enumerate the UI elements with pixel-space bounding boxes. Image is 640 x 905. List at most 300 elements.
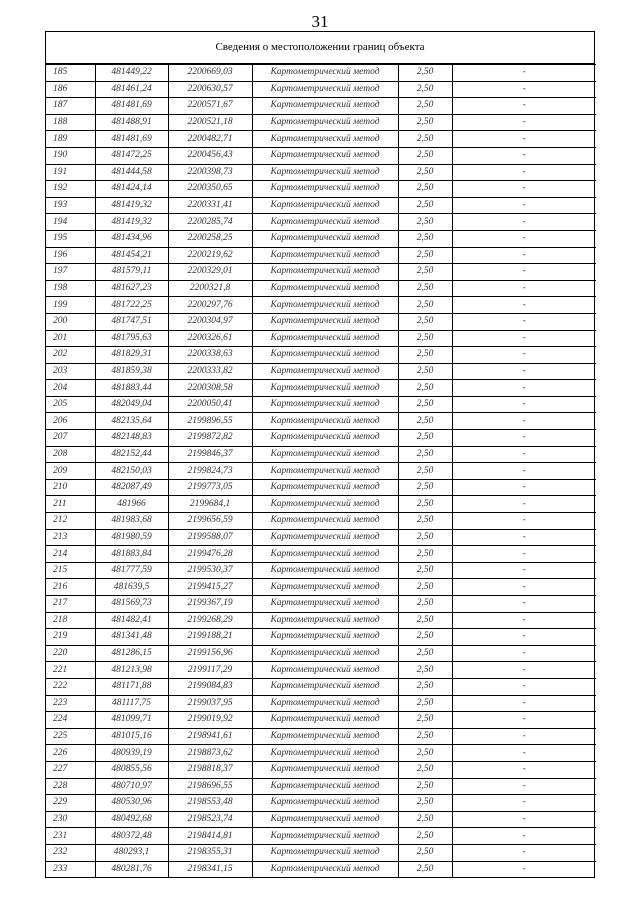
y-coordinate-cell: 2200571,67: [168, 98, 252, 115]
description-cell: -: [452, 844, 596, 861]
accuracy-cell: 2,50: [398, 546, 452, 563]
accuracy-cell: 2,50: [398, 745, 452, 762]
method-cell: Картометрический метод: [252, 728, 398, 745]
description-cell: -: [452, 430, 596, 447]
accuracy-cell: 2,50: [398, 297, 452, 314]
accuracy-cell: 2,50: [398, 579, 452, 596]
y-coordinate-cell: 2200304,97: [168, 313, 252, 330]
method-cell: Картометрический метод: [252, 114, 398, 131]
accuracy-cell: 2,50: [398, 214, 452, 231]
x-coordinate-cell: 481419,32: [95, 214, 168, 231]
description-cell: -: [452, 396, 596, 413]
table-row: [46, 662, 596, 679]
x-coordinate-cell: 482049,04: [95, 396, 168, 413]
point-number-cell: 189: [46, 131, 95, 148]
y-coordinate-cell: 2198355,31: [168, 844, 252, 861]
x-coordinate-cell: 482150,03: [95, 463, 168, 480]
description-cell: -: [452, 629, 596, 646]
accuracy-cell: 2,50: [398, 596, 452, 613]
point-number-cell: 232: [46, 844, 95, 861]
description-cell: -: [452, 778, 596, 795]
x-coordinate-cell: 481488,91: [95, 114, 168, 131]
x-coordinate-cell: 481449,22: [95, 65, 168, 82]
description-cell: -: [452, 712, 596, 729]
method-cell: Картометрический метод: [252, 761, 398, 778]
method-cell: Картометрический метод: [252, 579, 398, 596]
accuracy-cell: 2,50: [398, 131, 452, 148]
point-number-cell: 205: [46, 396, 95, 413]
method-cell: Картометрический метод: [252, 380, 398, 397]
method-cell: Картометрический метод: [252, 181, 398, 198]
method-cell: Картометрический метод: [252, 513, 398, 530]
description-cell: -: [452, 745, 596, 762]
point-number-cell: 218: [46, 612, 95, 629]
y-coordinate-cell: 2200321,8: [168, 280, 252, 297]
accuracy-cell: 2,50: [398, 463, 452, 480]
point-number-cell: 194: [46, 214, 95, 231]
accuracy-cell: 2,50: [398, 645, 452, 662]
point-number-cell: 216: [46, 579, 95, 596]
method-cell: Картометрический метод: [252, 612, 398, 629]
accuracy-cell: 2,50: [398, 164, 452, 181]
coordinates-table-body: [46, 65, 596, 878]
description-cell: -: [452, 247, 596, 264]
point-number-cell: 230: [46, 811, 95, 828]
method-cell: Картометрический метод: [252, 844, 398, 861]
method-cell: Картометрический метод: [252, 98, 398, 115]
table-row: [46, 413, 596, 430]
x-coordinate-cell: 481444,58: [95, 164, 168, 181]
x-coordinate-cell: 480281,76: [95, 861, 168, 877]
x-coordinate-cell: 480855,56: [95, 761, 168, 778]
table-row: [46, 230, 596, 247]
method-cell: Картометрический метод: [252, 197, 398, 214]
table-row: [46, 579, 596, 596]
x-coordinate-cell: 482087,49: [95, 479, 168, 496]
accuracy-cell: 2,50: [398, 147, 452, 164]
point-number-cell: 210: [46, 479, 95, 496]
y-coordinate-cell: 2200326,61: [168, 330, 252, 347]
description-cell: -: [452, 446, 596, 463]
x-coordinate-cell: 482148,83: [95, 430, 168, 447]
x-coordinate-cell: 480939,19: [95, 745, 168, 762]
y-coordinate-cell: 2199824,73: [168, 463, 252, 480]
method-cell: Картометрический метод: [252, 230, 398, 247]
y-coordinate-cell: 2200482,71: [168, 131, 252, 148]
y-coordinate-cell: 2198523,74: [168, 811, 252, 828]
table-row: [46, 712, 596, 729]
method-cell: Картометрический метод: [252, 297, 398, 314]
table-row: [46, 728, 596, 745]
accuracy-cell: 2,50: [398, 430, 452, 447]
description-cell: -: [452, 562, 596, 579]
point-number-cell: 185: [46, 65, 95, 82]
y-coordinate-cell: 2200456,43: [168, 147, 252, 164]
table-row: [46, 529, 596, 546]
table-row: [46, 363, 596, 380]
table-row: [46, 745, 596, 762]
table-row: [46, 446, 596, 463]
y-coordinate-cell: 2199084,83: [168, 678, 252, 695]
method-cell: Картометрический метод: [252, 313, 398, 330]
boundary-table-container: [45, 31, 595, 878]
method-cell: Картометрический метод: [252, 430, 398, 447]
accuracy-cell: 2,50: [398, 761, 452, 778]
y-coordinate-cell: 2200297,76: [168, 297, 252, 314]
y-coordinate-cell: 2199037,95: [168, 695, 252, 712]
y-coordinate-cell: 2199415,27: [168, 579, 252, 596]
x-coordinate-cell: 481171,88: [95, 678, 168, 695]
point-number-cell: 187: [46, 98, 95, 115]
y-coordinate-cell: 2199872,82: [168, 430, 252, 447]
method-cell: Картометрический метод: [252, 662, 398, 679]
x-coordinate-cell: 481639,5: [95, 579, 168, 596]
y-coordinate-cell: 2198553,48: [168, 795, 252, 812]
y-coordinate-cell: 2199773,05: [168, 479, 252, 496]
x-coordinate-cell: 481117,75: [95, 695, 168, 712]
point-number-cell: 196: [46, 247, 95, 264]
point-number-cell: 224: [46, 712, 95, 729]
method-cell: Картометрический метод: [252, 147, 398, 164]
coordinates-table: [46, 64, 596, 877]
y-coordinate-cell: 2199476,28: [168, 546, 252, 563]
table-row: [46, 645, 596, 662]
method-cell: Картометрический метод: [252, 347, 398, 364]
description-cell: -: [452, 230, 596, 247]
y-coordinate-cell: 2199156,96: [168, 645, 252, 662]
description-cell: -: [452, 330, 596, 347]
table-row: [46, 181, 596, 198]
method-cell: Картометрический метод: [252, 562, 398, 579]
description-cell: -: [452, 297, 596, 314]
x-coordinate-cell: 480710,97: [95, 778, 168, 795]
description-cell: -: [452, 131, 596, 148]
description-cell: -: [452, 181, 596, 198]
method-cell: Картометрический метод: [252, 546, 398, 563]
accuracy-cell: 2,50: [398, 98, 452, 115]
table-row: [46, 861, 596, 877]
point-number-cell: 190: [46, 147, 95, 164]
table-row: [46, 147, 596, 164]
description-cell: -: [452, 546, 596, 563]
point-number-cell: 193: [46, 197, 95, 214]
description-cell: -: [452, 612, 596, 629]
y-coordinate-cell: 2200219,62: [168, 247, 252, 264]
description-cell: -: [452, 811, 596, 828]
accuracy-cell: 2,50: [398, 230, 452, 247]
method-cell: Картометрический метод: [252, 778, 398, 795]
point-number-cell: 188: [46, 114, 95, 131]
table-row: [46, 280, 596, 297]
y-coordinate-cell: 2199019,92: [168, 712, 252, 729]
y-coordinate-cell: 2198341,15: [168, 861, 252, 877]
y-coordinate-cell: 2199367,19: [168, 596, 252, 613]
x-coordinate-cell: 481472,25: [95, 147, 168, 164]
method-cell: Картометрический метод: [252, 330, 398, 347]
y-coordinate-cell: 2200338,63: [168, 347, 252, 364]
x-coordinate-cell: 480492,68: [95, 811, 168, 828]
accuracy-cell: 2,50: [398, 313, 452, 330]
y-coordinate-cell: 2199117,29: [168, 662, 252, 679]
accuracy-cell: 2,50: [398, 828, 452, 845]
x-coordinate-cell: 481859,38: [95, 363, 168, 380]
point-number-cell: 213: [46, 529, 95, 546]
table-row: [46, 396, 596, 413]
table-row: [46, 629, 596, 646]
y-coordinate-cell: 2198818,37: [168, 761, 252, 778]
x-coordinate-cell: 481213,98: [95, 662, 168, 679]
description-cell: -: [452, 645, 596, 662]
x-coordinate-cell: 481579,11: [95, 264, 168, 281]
point-number-cell: 233: [46, 861, 95, 877]
y-coordinate-cell: 2200308,58: [168, 380, 252, 397]
point-number-cell: 192: [46, 181, 95, 198]
method-cell: Картометрический метод: [252, 81, 398, 98]
y-coordinate-cell: 2199530,37: [168, 562, 252, 579]
accuracy-cell: 2,50: [398, 712, 452, 729]
description-cell: -: [452, 861, 596, 877]
description-cell: -: [452, 164, 596, 181]
y-coordinate-cell: 2200329,01: [168, 264, 252, 281]
point-number-cell: 201: [46, 330, 95, 347]
point-number-cell: 191: [46, 164, 95, 181]
x-coordinate-cell: 480293,1: [95, 844, 168, 861]
y-coordinate-cell: 2199896,55: [168, 413, 252, 430]
method-cell: Картометрический метод: [252, 65, 398, 82]
description-cell: -: [452, 98, 596, 115]
accuracy-cell: 2,50: [398, 695, 452, 712]
table-row: [46, 313, 596, 330]
x-coordinate-cell: 481286,15: [95, 645, 168, 662]
table-row: [46, 795, 596, 812]
table-row: [46, 131, 596, 148]
accuracy-cell: 2,50: [398, 380, 452, 397]
accuracy-cell: 2,50: [398, 861, 452, 877]
x-coordinate-cell: 481482,41: [95, 612, 168, 629]
table-row: [46, 778, 596, 795]
accuracy-cell: 2,50: [398, 396, 452, 413]
description-cell: -: [452, 828, 596, 845]
description-cell: -: [452, 81, 596, 98]
table-row: [46, 562, 596, 579]
method-cell: Картометрический метод: [252, 712, 398, 729]
y-coordinate-cell: 2198941,61: [168, 728, 252, 745]
table-row: [46, 546, 596, 563]
y-coordinate-cell: 2200350,65: [168, 181, 252, 198]
description-cell: -: [452, 114, 596, 131]
table-title: Сведения о местоположении границ объекта: [46, 32, 594, 64]
method-cell: Картометрический метод: [252, 214, 398, 231]
description-cell: -: [452, 214, 596, 231]
y-coordinate-cell: 2200669,03: [168, 65, 252, 82]
y-coordinate-cell: 2199588,07: [168, 529, 252, 546]
point-number-cell: 227: [46, 761, 95, 778]
x-coordinate-cell: 481883,84: [95, 546, 168, 563]
table-row: [46, 330, 596, 347]
point-number-cell: 214: [46, 546, 95, 563]
point-number-cell: 198: [46, 280, 95, 297]
method-cell: Картометрический метод: [252, 164, 398, 181]
description-cell: -: [452, 529, 596, 546]
point-number-cell: 226: [46, 745, 95, 762]
table-row: [46, 695, 596, 712]
x-coordinate-cell: 482152,44: [95, 446, 168, 463]
x-coordinate-cell: 481454,21: [95, 247, 168, 264]
y-coordinate-cell: 2199656,59: [168, 513, 252, 530]
method-cell: Картометрический метод: [252, 479, 398, 496]
description-cell: -: [452, 264, 596, 281]
x-coordinate-cell: 481980,59: [95, 529, 168, 546]
table-row: [46, 164, 596, 181]
table-row: [46, 197, 596, 214]
point-number-cell: 228: [46, 778, 95, 795]
y-coordinate-cell: 2200398,73: [168, 164, 252, 181]
description-cell: -: [452, 463, 596, 480]
point-number-cell: 222: [46, 678, 95, 695]
x-coordinate-cell: 481722,25: [95, 297, 168, 314]
y-coordinate-cell: 2199268,29: [168, 612, 252, 629]
accuracy-cell: 2,50: [398, 728, 452, 745]
x-coordinate-cell: 481419,32: [95, 197, 168, 214]
accuracy-cell: 2,50: [398, 363, 452, 380]
y-coordinate-cell: 2200258,25: [168, 230, 252, 247]
point-number-cell: 212: [46, 513, 95, 530]
accuracy-cell: 2,50: [398, 662, 452, 679]
accuracy-cell: 2,50: [398, 114, 452, 131]
point-number-cell: 225: [46, 728, 95, 745]
method-cell: Картометрический метод: [252, 695, 398, 712]
table-row: [46, 380, 596, 397]
accuracy-cell: 2,50: [398, 347, 452, 364]
description-cell: -: [452, 579, 596, 596]
x-coordinate-cell: 481424,14: [95, 181, 168, 198]
accuracy-cell: 2,50: [398, 247, 452, 264]
accuracy-cell: 2,50: [398, 612, 452, 629]
x-coordinate-cell: 482135,64: [95, 413, 168, 430]
table-row: [46, 761, 596, 778]
method-cell: Картометрический метод: [252, 861, 398, 877]
description-cell: -: [452, 496, 596, 513]
x-coordinate-cell: 481777,59: [95, 562, 168, 579]
table-row: [46, 844, 596, 861]
point-number-cell: 215: [46, 562, 95, 579]
x-coordinate-cell: 481966: [95, 496, 168, 513]
description-cell: -: [452, 662, 596, 679]
method-cell: Картометрический метод: [252, 131, 398, 148]
table-row: [46, 513, 596, 530]
point-number-cell: 206: [46, 413, 95, 430]
x-coordinate-cell: 481341,48: [95, 629, 168, 646]
table-row: [46, 264, 596, 281]
x-coordinate-cell: 481015,16: [95, 728, 168, 745]
point-number-cell: 207: [46, 430, 95, 447]
accuracy-cell: 2,50: [398, 446, 452, 463]
x-coordinate-cell: 481461,24: [95, 81, 168, 98]
table-row: [46, 479, 596, 496]
description-cell: -: [452, 513, 596, 530]
x-coordinate-cell: 481983,68: [95, 513, 168, 530]
point-number-cell: 217: [46, 596, 95, 613]
method-cell: Картометрический метод: [252, 446, 398, 463]
table-row: [46, 496, 596, 513]
y-coordinate-cell: 2200521,18: [168, 114, 252, 131]
method-cell: Картометрический метод: [252, 396, 398, 413]
description-cell: -: [452, 380, 596, 397]
method-cell: Картометрический метод: [252, 795, 398, 812]
x-coordinate-cell: 481569,73: [95, 596, 168, 613]
method-cell: Картометрический метод: [252, 413, 398, 430]
y-coordinate-cell: 2200630,57: [168, 81, 252, 98]
method-cell: Картометрический метод: [252, 280, 398, 297]
description-cell: -: [452, 147, 596, 164]
accuracy-cell: 2,50: [398, 330, 452, 347]
accuracy-cell: 2,50: [398, 562, 452, 579]
table-row: [46, 65, 596, 82]
x-coordinate-cell: 481481,69: [95, 131, 168, 148]
x-coordinate-cell: 481627,23: [95, 280, 168, 297]
table-row: [46, 214, 596, 231]
table-row: [46, 430, 596, 447]
method-cell: Картометрический метод: [252, 645, 398, 662]
method-cell: Картометрический метод: [252, 678, 398, 695]
accuracy-cell: 2,50: [398, 513, 452, 530]
accuracy-cell: 2,50: [398, 844, 452, 861]
point-number-cell: 199: [46, 297, 95, 314]
method-cell: Картометрический метод: [252, 264, 398, 281]
x-coordinate-cell: 481434,96: [95, 230, 168, 247]
method-cell: Картометрический метод: [252, 363, 398, 380]
description-cell: -: [452, 347, 596, 364]
table-row: [46, 463, 596, 480]
description-cell: -: [452, 197, 596, 214]
x-coordinate-cell: 481099,71: [95, 712, 168, 729]
point-number-cell: 204: [46, 380, 95, 397]
table-row: [46, 347, 596, 364]
description-cell: -: [452, 313, 596, 330]
accuracy-cell: 2,50: [398, 264, 452, 281]
y-coordinate-cell: 2199684,1: [168, 496, 252, 513]
accuracy-cell: 2,50: [398, 280, 452, 297]
accuracy-cell: 2,50: [398, 413, 452, 430]
accuracy-cell: 2,50: [398, 811, 452, 828]
description-cell: -: [452, 65, 596, 82]
y-coordinate-cell: 2198873,62: [168, 745, 252, 762]
point-number-cell: 202: [46, 347, 95, 364]
description-cell: -: [452, 413, 596, 430]
method-cell: Картометрический метод: [252, 596, 398, 613]
method-cell: Картометрический метод: [252, 745, 398, 762]
accuracy-cell: 2,50: [398, 629, 452, 646]
table-row: [46, 114, 596, 131]
point-number-cell: 200: [46, 313, 95, 330]
accuracy-cell: 2,50: [398, 529, 452, 546]
point-number-cell: 229: [46, 795, 95, 812]
description-cell: -: [452, 596, 596, 613]
method-cell: Картометрический метод: [252, 811, 398, 828]
table-row: [46, 678, 596, 695]
y-coordinate-cell: 2199846,37: [168, 446, 252, 463]
point-number-cell: 186: [46, 81, 95, 98]
point-number-cell: 209: [46, 463, 95, 480]
accuracy-cell: 2,50: [398, 181, 452, 198]
accuracy-cell: 2,50: [398, 197, 452, 214]
point-number-cell: 211: [46, 496, 95, 513]
x-coordinate-cell: 480372,48: [95, 828, 168, 845]
description-cell: -: [452, 678, 596, 695]
accuracy-cell: 2,50: [398, 795, 452, 812]
y-coordinate-cell: 2199188,21: [168, 629, 252, 646]
point-number-cell: 219: [46, 629, 95, 646]
